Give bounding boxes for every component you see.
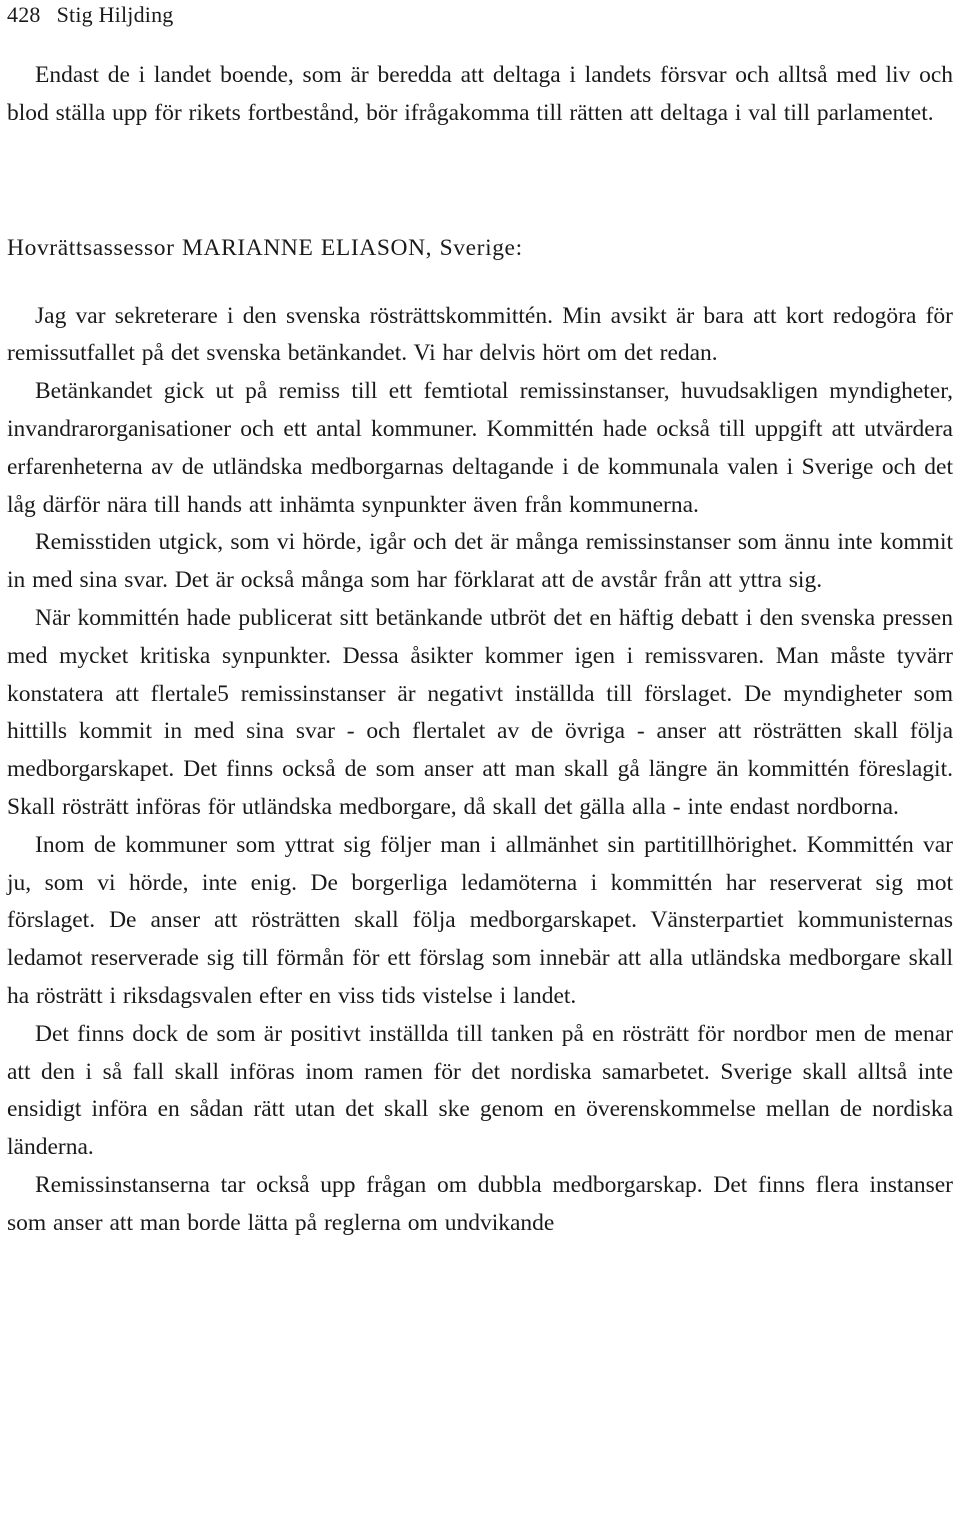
document-page [7,0,953,1243]
page-number: 428 [7,2,41,27]
intro-paragraph: Endast de i landet boende, som är beredda att deltaga i landets försvar och alltså med liv och blod ställa upp för rikets fortbestånd, bör ifrågakomma till rätten att deltaga i val till parlamentet. [7,62,953,126]
body-paragraph: Remissinstanserna tar också upp frågan om dubbla medborgarskap. Det finns flera instanser som anser att man borde lätta på reglerna om undvikande [7,1171,953,1236]
body-paragraph: När kommittén hade publicerat sitt betänkande utbröt det en häftig debatt i den svenska pressen med mycket kritiska synpunkter. Dessa åsikter kommer igen i remissvaren. Man måste tyvärr konstatera att flertale5 remissinstanser är negativt inställda till förslaget. De myndigheter som hittills kommit in med sina svar - och flertalet av de övriga - anser att rösträtten skall följa medborgarskapet. Det finns också de som anser att man skall gå längre än kommittén föreslagit. Skall rösträtt införas för utländska medborgare, då skall det gälla alla - inte endast nordborna. [7,604,953,820]
body-paragraph: Det finns dock de som är positivt inställda till tanken på en rösträtt för nordbor men de menar att den i så fall skall införas inom ramen för det nordiska samarbetet. Sverige skall alltså inte ensidigt införa en sådan rätt utan det skall ske genom en överenskommelse mellan de nordiska länderna. [7,1020,953,1161]
speaker-heading: Hovrättsassessor MARIANNE ELIASON, Sverige: [7,234,523,261]
body-paragraph: Inom de kommuner som yttrat sig följer man i allmänhet sin partitillhörighet. Kommittén var ju, som vi hörde, inte enig. De borgerliga ledamöterna i kommittén har reserverat sig mot förslaget. De anser att rösträtten skall följa medborgarskapet. Vänsterpartiet kommunisternas ledamot reserverade sig till förmån för ett förslag som innebär att alla utländska medborgare skall ha rösträtt i riksdagsvalen efter en viss tids vistelse i landet. [7,831,953,1009]
body-paragraph: Remisstiden utgick, som vi hörde, igår och det är många remissinstanser som ännu inte kommit in med sina svar. Det är också många som har förklarat att de avstår från att yttra sig. [7,529,953,594]
body-paragraph: Jag var sekreterare i den svenska rösträttskommittén. Min avsikt är bara att kort redogöra för remissutfallet på det svenska betänkandet. Vi har delvis hört om det redan. [7,302,953,367]
body-paragraph: Betänkandet gick ut på remiss till ett femtiotal remissinstanser, huvudsakligen myndigheter, invandrarorganisationer och ett antal kommuner. Kommittén hade också till uppgift att utvärdera erfarenheterna av de utländska medborgarnas deltagande i de kommunala valen i Sverige och det låg därför nära till hands att inhämta synpunkter även från kommunerna. [7,378,953,518]
running-title: Stig Hiljding [56,2,174,27]
running-header [7,0,953,30]
